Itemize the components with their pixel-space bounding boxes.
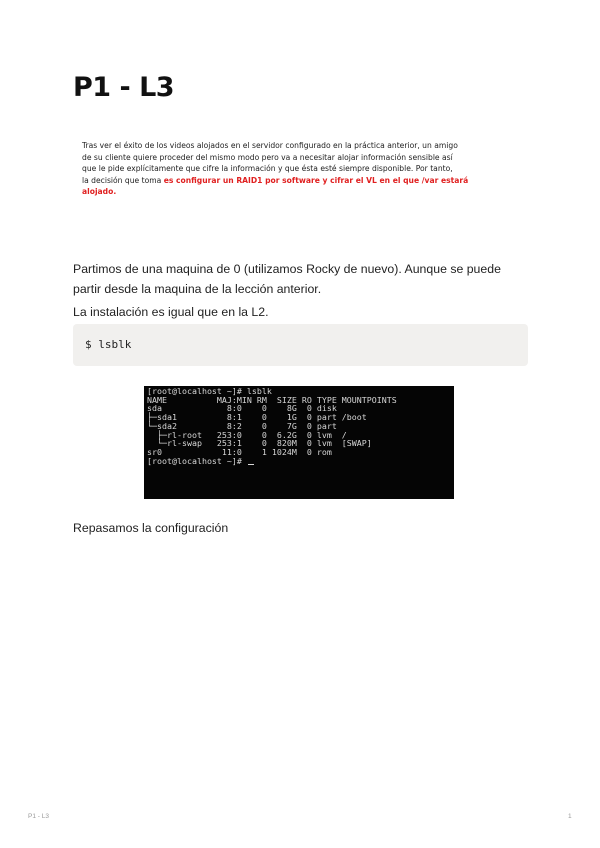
quote-highlight: es configurar un RAID1 por software y cifrar el VL en el que /var estará bbox=[163, 175, 469, 185]
terminal-final-prompt: [root@localhost ~]# bbox=[147, 455, 247, 466]
footer-title: P1 - L3 bbox=[28, 813, 49, 820]
terminal-row: sda 8:0 0 8G 0 disk bbox=[147, 403, 337, 414]
terminal-screenshot bbox=[144, 386, 454, 499]
cursor-icon bbox=[248, 464, 254, 466]
quote-text: la decisión que toma bbox=[82, 175, 164, 185]
paragraph-line: Partimos de una maquina de 0 (utilizamos Rocky de nuevo). Aunque se puede bbox=[73, 262, 501, 276]
quote-line: Tras ver el éxito de los videos alojados en el servidor configurado en la práctica anterior, un amigo bbox=[82, 141, 458, 150]
terminal-prompt-line: [root@localhost ~]# lsblk bbox=[147, 386, 272, 396]
install-paragraph: La instalación es igual que en la L2. bbox=[73, 305, 269, 319]
paragraph-line: partir desde la maquina de la lección anterior. bbox=[73, 282, 322, 296]
intro-paragraph bbox=[73, 259, 533, 299]
quote-line: que le pide explícitamente que cifre la información y que ésta esté siempre disponible. Por tanto, bbox=[82, 164, 453, 174]
terminal-header: NAME MAJ:MIN RM SIZE RO TYPE MOUNTPOINTS bbox=[147, 394, 397, 405]
quote-line: de su cliente quiere proceder del mismo modo pero va a necesitar alojar información sensible así bbox=[82, 152, 453, 162]
terminal-row: sr0 11:0 1 1024M 0 rom bbox=[147, 446, 332, 457]
assignment-quote bbox=[82, 140, 522, 198]
code-block bbox=[73, 324, 528, 366]
terminal-row: ├─rl-root 253:0 0 6.2G 0 lvm / bbox=[147, 429, 347, 440]
terminal-row: ├─sda1 8:1 0 1G 0 part /boot bbox=[147, 412, 367, 423]
quote-highlight: alojado. bbox=[82, 187, 117, 197]
terminal-row: └─rl-swap 253:1 0 820M 0 lvm [SWAP] bbox=[147, 438, 372, 449]
terminal-row: └─sda2 8:2 0 7G 0 part bbox=[147, 420, 337, 431]
terminal-final-line bbox=[147, 457, 451, 466]
page-title: P1 - L3 bbox=[73, 72, 175, 103]
code-text: $ lsblk bbox=[85, 338, 132, 351]
page-number: 1 bbox=[568, 813, 572, 820]
quote-line bbox=[82, 175, 522, 187]
review-paragraph: Repasamos la configuración bbox=[73, 521, 229, 535]
